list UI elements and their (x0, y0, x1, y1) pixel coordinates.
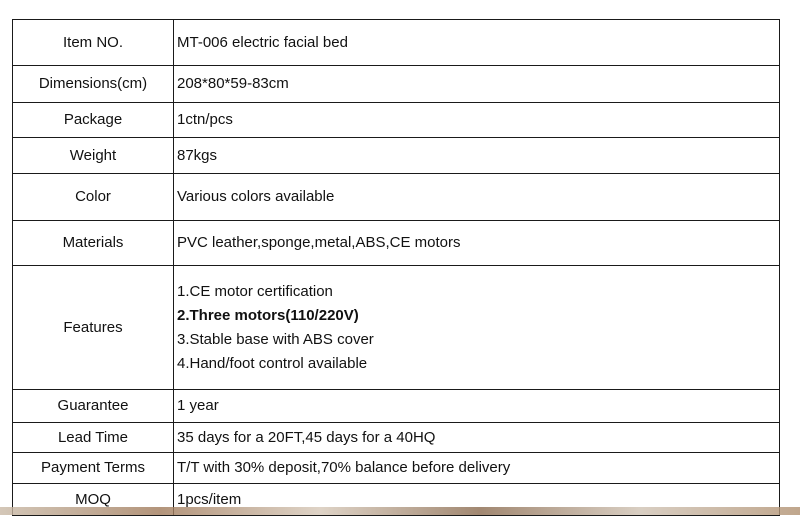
spec-table (12, 19, 780, 516)
table-row (13, 423, 780, 453)
feature-line: 3.Stable base with ABS cover (177, 330, 374, 348)
feature-line: 4.Hand/foot control available (177, 354, 368, 372)
row-value-features (174, 266, 780, 390)
row-label-features: Features (13, 266, 174, 390)
table-row (13, 103, 780, 138)
row-label-materials: Materials (13, 221, 174, 266)
feature-line: 2.Three motors(110/220V) (177, 306, 359, 324)
table-row (13, 138, 780, 174)
row-value-moq: 1pcs/item (174, 484, 780, 516)
row-label-lead-time: Lead Time (13, 423, 174, 453)
row-value-color: Various colors available (174, 174, 780, 221)
table-row (13, 453, 780, 484)
row-value-guarantee: 1 year (174, 390, 780, 423)
table-row (13, 266, 780, 390)
row-label-color: Color (13, 174, 174, 221)
row-value-lead-time: 35 days for a 20FT,45 days for a 40HQ (174, 423, 780, 453)
feature-line: 1.CE motor certification (177, 282, 333, 300)
row-label-item-no: Item NO. (13, 20, 174, 66)
row-value-package: 1ctn/pcs (174, 103, 780, 138)
table-row (13, 174, 780, 221)
row-value-item-no: MT-006 electric facial bed (174, 20, 780, 66)
row-value-materials: PVC leather,sponge,metal,ABS,CE motors (174, 221, 780, 266)
table-row (13, 66, 780, 103)
row-label-package: Package (13, 103, 174, 138)
row-label-dimensions: Dimensions(cm) (13, 66, 174, 103)
table-row (13, 221, 780, 266)
table-row (13, 390, 780, 423)
row-value-payment-terms: T/T with 30% deposit,70% balance before delivery (174, 453, 780, 484)
table-row (13, 20, 780, 66)
image-bottom-edge (0, 507, 800, 515)
row-value-weight: 87kgs (174, 138, 780, 174)
row-label-moq: MOQ (13, 484, 174, 516)
row-label-payment-terms: Payment Terms (13, 453, 174, 484)
row-label-weight: Weight (13, 138, 174, 174)
row-label-guarantee: Guarantee (13, 390, 174, 423)
row-value-dimensions: 208*80*59-83cm (174, 66, 780, 103)
